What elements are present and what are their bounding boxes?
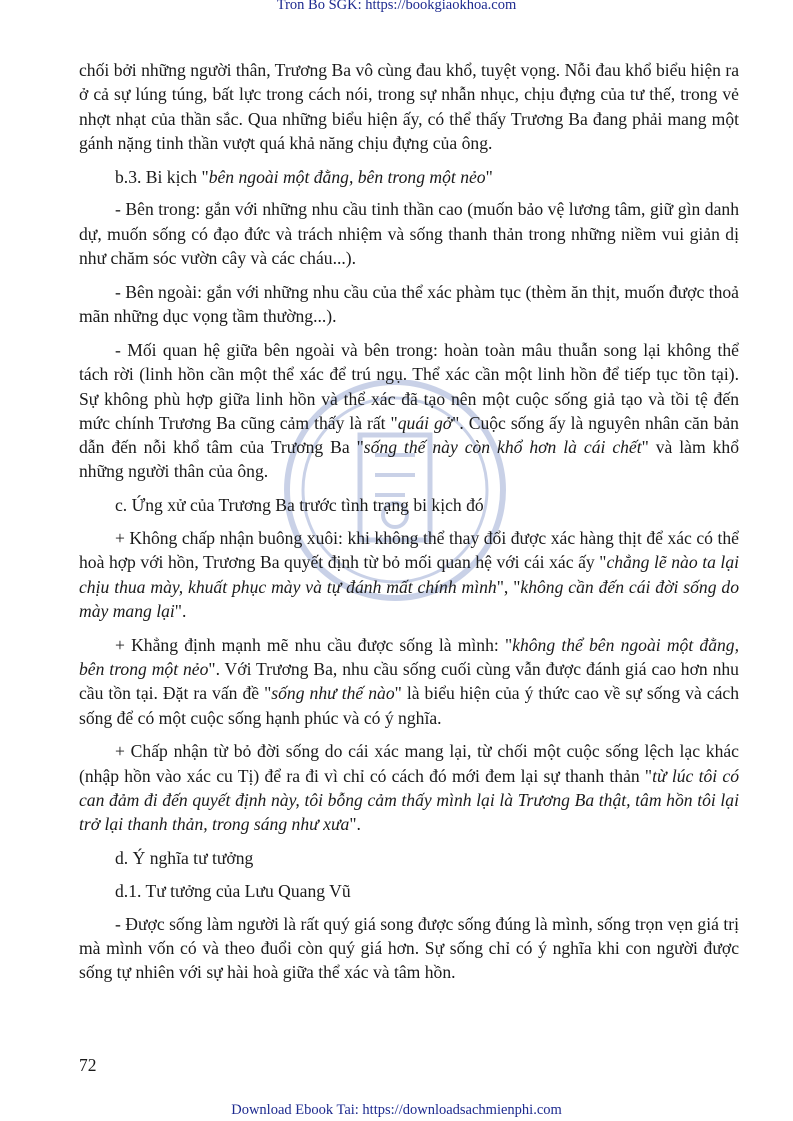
paragraph-relation bbox=[79, 338, 739, 484]
affirm-text-1: + Khẳng định mạnh mẽ nhu cầu được sống là mình: " bbox=[115, 634, 513, 655]
relation-text-1: - Mối quan hệ giữa bên ngoài và bên trong: hoàn toàn mâu thuẫn song lại không thể tách rời (linh hồn cần một thể xác để trú ngụ. Thể xác cần một linh hồn để tiếp tục tồn tại). Sự không phù hợp giữa linh hồn và thể xác đã tạo nên một cuộc sống giả tạo và tồi tệ đến mức chính Trương Ba cũng cảm thấy là rất " bbox=[79, 339, 739, 433]
paragraph-refuse bbox=[79, 526, 739, 623]
heading-b3 bbox=[79, 165, 739, 189]
affirm-quote-1: không thể bên ngoài một đằng, bên trong một nẻo bbox=[79, 634, 740, 680]
heading-d: d. Ý nghĩa tư tưởng bbox=[115, 848, 254, 869]
refuse-text-3: ". bbox=[174, 600, 187, 621]
paragraph-affirm bbox=[79, 633, 739, 730]
relation-quote-1: quái gở bbox=[397, 412, 453, 433]
relation-text-3: " và làm khổ những người thân của ông. bbox=[79, 437, 739, 482]
refuse-text-1: + Không chấp nhận buông xuôi: khi không thể thay đổi được xác hàng thịt để xác có thể hoà hợp với hồn, Trương Ba quyết định từ bỏ mối quan hệ với cái xác ấy " bbox=[79, 528, 739, 573]
accept-text-1: + Chấp nhận từ bỏ đời sống do cái xác mang lại, từ chối một cuộc sống lệch lạc khác (nhập hồn vào xác cu Tị) để ra đi vì chỉ có cách đó mới đem lại sự thanh thản " bbox=[79, 741, 739, 786]
top-source-banner[interactable]: Tron Bo SGK: https://bookgiaokhoa.com bbox=[276, 0, 517, 13]
relation-text-2: ". Cuộc sống ấy là nguyên nhân căn bản dẫn đến nỗi khổ tâm của Trương Ba " bbox=[79, 412, 739, 458]
relation-quote-2: sống thế này còn khổ hơn là cái chết bbox=[363, 437, 642, 458]
heading-d1: d.1. Tư tưởng của Lưu Quang Vũ bbox=[115, 880, 351, 901]
heading-b3-suffix: " bbox=[485, 166, 493, 187]
bottom-download-banner[interactable]: Download Ebook Tai: https://downloadsachmienphi.com bbox=[231, 1102, 562, 1118]
document-page bbox=[79, 58, 739, 994]
paragraph-accept bbox=[79, 739, 739, 836]
page-number: 72 bbox=[79, 1055, 97, 1075]
paragraph-d1-body: - Được sống làm người là rất quý giá song được sống đúng là mình, sống trọn vẹn giá trị mà mình vốn có và theo đuổi còn quý giá hơn. Sự sống chỉ có ý nghĩa khi con người được sống tự nhiên với sự hài hoà giữa thể xác và tâm hồn. bbox=[79, 913, 739, 983]
paragraph-intro: chối bởi những người thân, Trương Ba vô cùng đau khổ, tuyệt vọng. Nỗi đau khổ biểu hiện ra ở cả sự lúng túng, bất lực trong cách nói, trong sự nhẫn nhục, chịu đựng của tư thế, trong vẻ nhợt nhạt của thần sắc. Qua những biểu hiện ấy, có thể thấy Trương Ba đang phải mang một gánh nặng tinh thần vượt quá khả năng chịu đựng của ông. bbox=[79, 60, 740, 153]
paragraph-outside: - Bên ngoài: gắn với những nhu cầu của thể xác phàm tục (thèm ăn thịt, muốn được thoả mãn những dục vọng tầm thường...). bbox=[79, 281, 739, 327]
accept-text-2: ". bbox=[349, 814, 361, 835]
accept-quote-1: từ lúc tôi có can đảm đi đến quyết định này, tôi bỗng cảm thấy mình lại là Trương Ba thật, tâm hồn tôi lại trở lại thanh thản, trong sáng như xưa bbox=[79, 765, 739, 835]
affirm-text-2: ". Với Trương Ba, nhu cầu sống cuối cùng vẫn được đánh giá cao hơn nhu cầu tồn tại. Đặt ra vấn đề " bbox=[79, 659, 739, 704]
affirm-text-3: " là biểu hiện của ý thức cao về sự sống và cách sống để có một cuộc sống hạnh phúc và có ý nghĩa. bbox=[79, 683, 740, 728]
refuse-text-2: ", " bbox=[496, 576, 521, 597]
paragraph-inside: - Bên trong: gắn với những nhu cầu tinh thần cao (muốn bảo vệ lương tâm, giữ gìn danh dự, muốn sống có đạo đức và trách nhiệm và sống thanh thản trong những niềm vui giản dị như chăm sóc vườn cây và các cháu...). bbox=[79, 199, 739, 269]
refuse-quote-1: chẳng lẽ nào ta lại chịu thua mày, khuất phục mày và tự đánh mất chính mình bbox=[79, 552, 740, 597]
affirm-quote-2: sống như thế nào bbox=[271, 683, 395, 704]
heading-b3-prefix: b.3. Bi kịch " bbox=[115, 166, 209, 187]
heading-b3-quote: bên ngoài một đằng, bên trong một nẻo bbox=[208, 166, 486, 187]
heading-c: c. Ứng xử của Trương Ba trước tình trạng bi kịch đó bbox=[115, 495, 484, 516]
refuse-quote-2: không cần đến cái đời sống do mày mang lại bbox=[79, 576, 739, 621]
